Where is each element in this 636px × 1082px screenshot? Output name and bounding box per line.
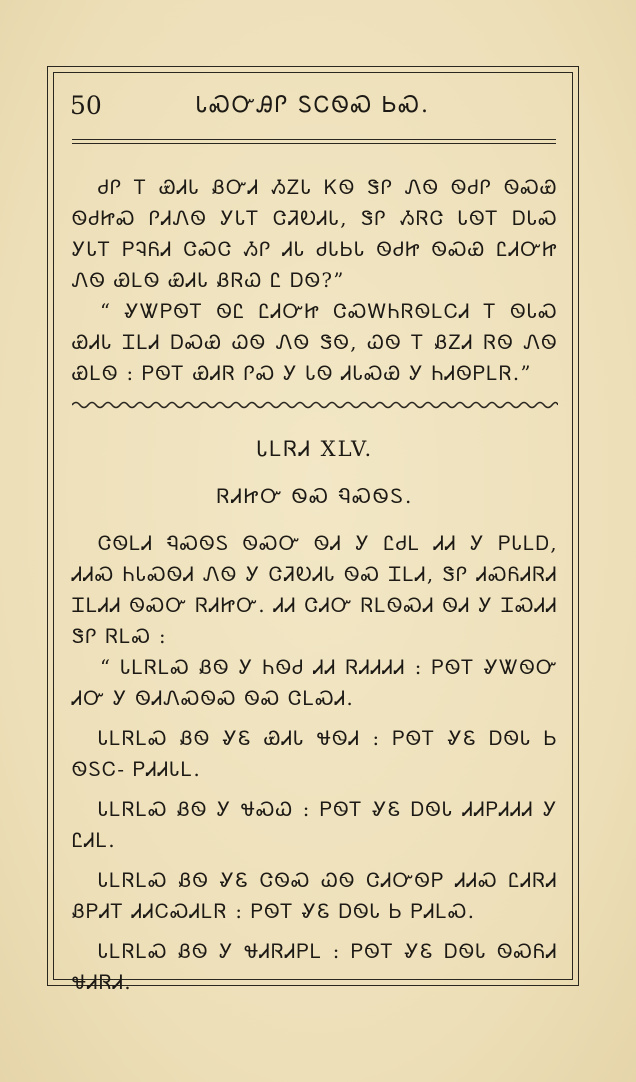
page-number: 50 <box>70 91 102 120</box>
paragraph: “ ᏓᏞᏒᏞᏍ ᏰᏫ Ꭹ ᏂᏫᏧ ᏗᏗ ᏒᏗᏗᏗᏗ : ᏢᏫᎢ ᎽᏔᏫᏅ ᏗᏅ Ꭹ ᏫᏗᏁᏍᏫᏍ ᏫᏍ ᏣᏞᏍᏗ. <box>72 656 558 710</box>
body-text-block <box>72 528 558 998</box>
paragraph: ᏓᏞᏒᏞᏍ ᏰᏫ ᎽᏋ ᏯᏗᏓ ᏠᏫᏗ : ᏢᏫᎢ ᎽᏋ ᎠᏫᏓ Ꮟ ᏫᏚᏟ- ᏢᏗᏗᏓᏞ. <box>72 727 558 781</box>
paragraph: ᏣᏫᏞᏗ ᏄᏍᏫᏚ ᏫᏍᏅ ᏫᏗ Ꭹ ᏝᏧᏞ ᏗᏗ Ꭹ ᏢᏓᏞᎠ, ᏗᏗᏍ ᏂᏓᏍᏫᏗ ᏁᏫ Ꭹ ᏣᏘᎧᏗᏓ ᏫᏍ ᏆᏞᏗ, ᏕᎵ ᏗᏍᏲᏗᏒᏗ ᏆᏞᏗᏗ ᏫᏍᏅ ᏒᏗᏥᏅ. ᏗᏗ ᏣᏗᏅ ᏒᏞᏫᏍᏗ ᏫᏗ Ꭹ ᏆᏍᏗᏗ ᏕᎵ ᏒᏞᏍ : <box>72 532 558 648</box>
paragraph: ᏓᏞᏒᏞᏍ ᏰᏫ ᎽᏋ ᏣᏫᏍ ᏇᏫ ᏣᏗᏅᏫᏢ ᏗᏗᏍ ᏝᏗᏒᏗ ᏰᏢᏗᎢ ᏗᏗᏟᏍᏗᏞᏒ : ᏢᏫᎢ ᎽᏋ ᎠᏫᏓ Ꮟ ᏢᏗᏞᏍ. <box>72 869 558 923</box>
chapter-heading: ᏓᏞᏒᏗ XLV. <box>256 437 374 461</box>
running-title: ᏓᏍᏅᎯᎵ ᏚᏟᏫᏍ ᏏᏍ. <box>196 93 430 118</box>
paragraph: “ ᎽᏔᏢᏫᎢ ᏫᏝ ᏝᏗᏅᏥ ᏣᏍᎳᏂᏒᏫᏞᏟᏗ Ꭲ ᏫᏓᏍ ᏯᏗᏓ ᏆᏞᏗ ᎠᏍᏯ ᏇᏫ ᏁᏫ ᏕᏫ, ᏇᏫ Ꭲ ᏰᏃᏗ ᏒᏫ ᏁᏫ ᏯᏞᏫ : ᏢᏫᎢ ᏯᏗᏒ ᎵᏍ Ꭹ ᏓᏫ ᏗᏓᏍᏯ Ꭹ ᏂᏗᏫᏢᏞᏒ.” <box>72 300 558 385</box>
page-header <box>70 88 556 124</box>
top-text-block <box>72 172 558 389</box>
wavy-divider <box>72 398 558 412</box>
paragraph: ᏓᏞᏒᏞᏍ ᏰᏫ Ꭹ ᏠᏗᏒᏗᏢᏞ : ᏢᏫᎢ ᎽᏋ ᎠᏫᏓ ᏫᏍᏲᏗ ᏠᏗᏒᏗ. <box>72 940 558 994</box>
paragraph: ᏓᏞᏒᏞᏍ ᏰᏫ Ꭹ ᏠᏍᏇ : ᏢᏫᎢ ᎽᏋ ᎠᏫᏓ ᏗᏗᏢᏗᏗᏗ Ꭹ ᏝᏗᏞ. <box>72 798 558 852</box>
paragraph: ᏧᎵ Ꭲ ᏯᏗᏓ ᏰᏅᏗ ᏱᏃᏓ ᏦᏫ ᏕᎵ ᏁᏫ ᏫᏧᎵ ᏫᏍᏯ ᏫᏧᏥᏍ ᎵᏗᏁᏫ ᎩᏓᎢ ᏣᏘᎧᏗᏓ, ᏕᎵ ᏱᏒᏣ ᏓᏫᎢ ᎠᏓᏍ ᎩᏓᎢ ᏢᎸᏲᏗ ᏣᏍᏣ ᏱᎵ ᏗᏓ ᏧᏓᏏᏓ ᏫᏧᏥ ᏫᏍᏯ ᏝᏗᏅᏥ ᏁᏫ ᏯᏞᏫ ᏯᏗᏓ ᏰᏒᏇ Ꮭ ᎠᏫ?” <box>72 176 558 292</box>
chapter-subtitle: ᏒᏗᏥᏅ ᏫᏍ ᏄᏍᏫᏚ. <box>216 484 414 508</box>
header-rule <box>72 139 556 144</box>
